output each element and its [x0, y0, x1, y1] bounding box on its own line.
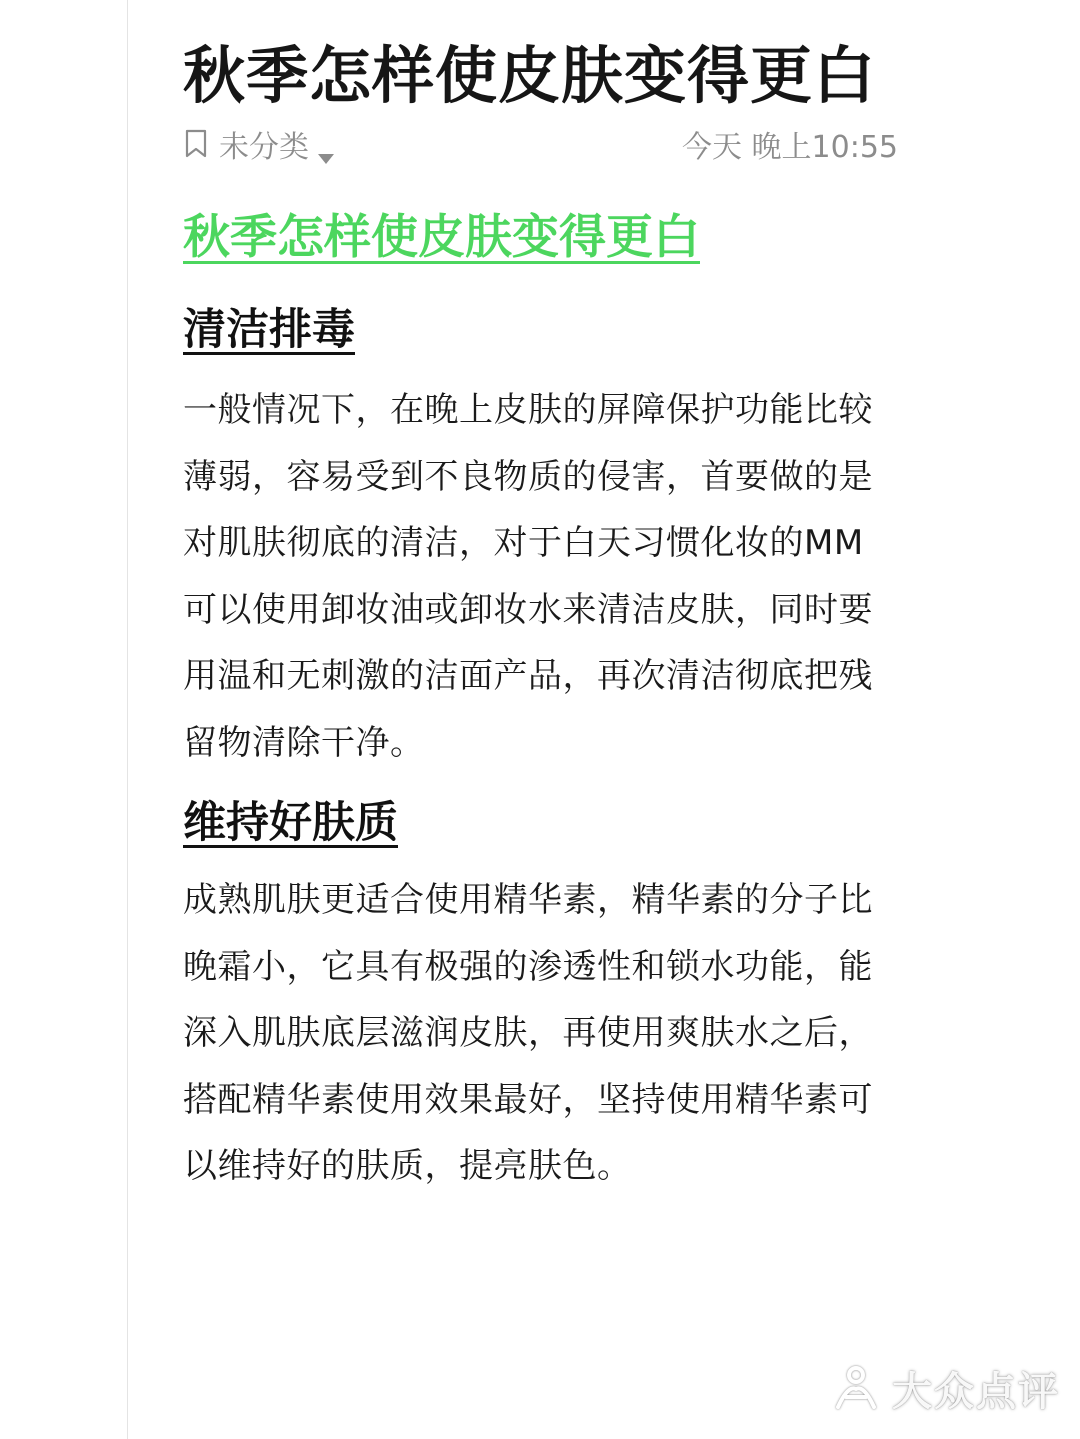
- category-selector[interactable]: [183, 122, 335, 166]
- note-meta-row: [183, 122, 898, 166]
- section-body-cleansing: 一般情况下，在晚上皮肤的屏障保护功能比较薄弱，容易受到不良物质的侵害，首要做的是对肌肤彻底的清洁，对于白天习惯化妆的MM可以使用卸妆油或卸妆水来清洁皮肤，同时要用温和无刺激的洁面产品，再次清洁彻底把残留物清除干净。: [183, 390, 873, 763]
- section-heading-cleansing: 清洁排毒: [183, 305, 355, 355]
- left-margin-rule: [127, 0, 128, 1439]
- note-title[interactable]: 秋季怎样使皮肤变得更白: [183, 39, 877, 112]
- category-label: 未分类: [219, 130, 309, 165]
- watermark-text: 大众点评: [892, 1369, 1060, 1415]
- dianping-watermark: [830, 1360, 1060, 1417]
- chevron-down-icon: [317, 138, 335, 150]
- bookmark-icon: [183, 129, 209, 159]
- main-heading: 秋季怎样使皮肤变得更白: [183, 210, 700, 265]
- note-timestamp: 今天 晚上10:55: [682, 130, 898, 165]
- dianping-logo-icon: [830, 1363, 882, 1415]
- section-body-skin-quality: 成熟肌肤更适合使用精华素，精华素的分子比晚霜小，它具有极强的渗透性和锁水功能，能深入肌肤底层滋润皮肤，再使用爽肤水之后，搭配精华素使用效果最好，坚持使用精华素可以维持好的肤质，提亮肤色。: [183, 880, 873, 1186]
- note-editor: [183, 0, 903, 1186]
- section-heading-skin-quality: 维持好肤质: [183, 798, 398, 848]
